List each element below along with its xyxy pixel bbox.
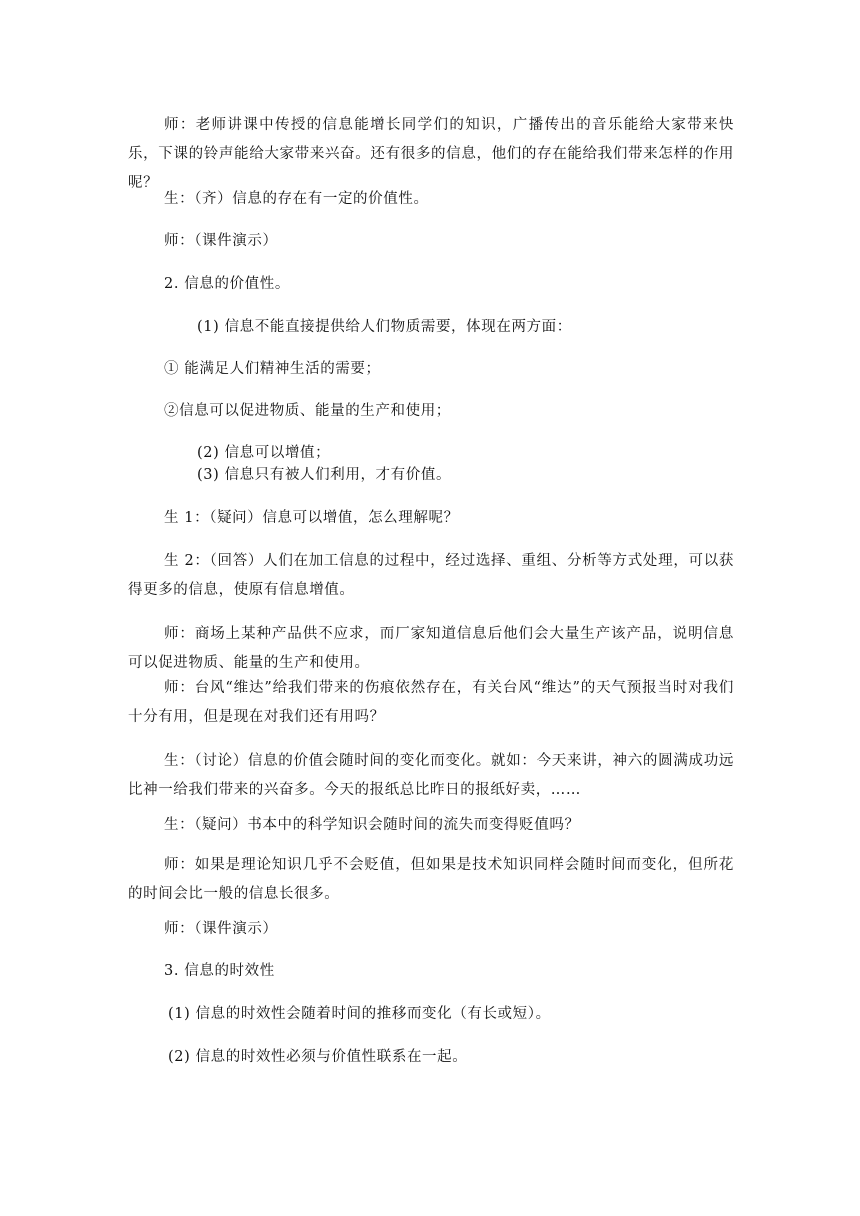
paragraph-5: (1) 信息不能直接提供给人们物质需要，体现在两方面：	[197, 318, 572, 335]
paragraph-10: 生 1：（疑问）信息可以增值，怎么理解呢？	[164, 509, 459, 526]
paragraph-2: 生：（齐）信息的存在有一定的价值性。	[164, 190, 429, 207]
paragraph-17: 师：（课件演示）	[164, 920, 278, 937]
paragraph-19: (1) 信息的时效性会随着时间的推移而变化（有长或短）。	[168, 1005, 551, 1022]
paragraph-6: ① 能满足人们精神生活的需要；	[164, 360, 381, 377]
paragraph-15: 生：（疑问）书本中的科学知识会随时间的流失而变得贬值吗？	[164, 816, 580, 833]
paragraph-4: 2. 信息的价值性。	[164, 275, 290, 292]
paragraph-16: 师：如果是理论知识几乎不会贬值，但如果是技术知识同样会随时间而变化，但所花的时间会比一般的信息长很多。	[128, 856, 734, 902]
paragraph-8: (2) 信息可以增值；	[197, 444, 331, 461]
paragraph-12: 师：商场上某种产品供不应求，而厂家知道信息后他们会大量生产该产品，说明信息可以促进物质、能量的生产和使用。	[128, 625, 734, 671]
paragraph-18: 3. 信息的时效性	[164, 962, 275, 979]
paragraph-9: (3) 信息只有被人们利用，才有价值。	[197, 466, 452, 483]
paragraph-14: 生：（讨论）信息的价值会随时间的变化而变化。就如：今天来讲，神六的圆满成功远比神一给我们带来的兴奋多。今天的报纸总比昨日的报纸好卖，……	[128, 752, 734, 798]
paragraph-7: ②信息可以促进物质、能量的生产和使用；	[164, 402, 451, 419]
paragraph-1: 师：老师讲课中传授的信息能增长同学们的知识，广播传出的音乐能给大家带来快乐，下课的铃声能给大家带来兴奋。还有很多的信息，他们的存在能给我们带来怎样的作用呢？	[128, 116, 734, 191]
paragraph-20: (2) 信息的时效性必须与价值性联系在一起。	[168, 1048, 468, 1065]
paragraph-11: 生 2：（回答）人们在加工信息的过程中，经过选择、重组、分析等方式处理，可以获得更多的信息，使原有信息增值。	[128, 552, 734, 598]
paragraph-3: 师：（课件演示）	[164, 232, 278, 249]
paragraph-13: 师：台风“维达”给我们带来的伤痕依然存在，有关台风“维达”的天气预报当时对我们十分有用，但是现在对我们还有用吗？	[128, 679, 734, 725]
